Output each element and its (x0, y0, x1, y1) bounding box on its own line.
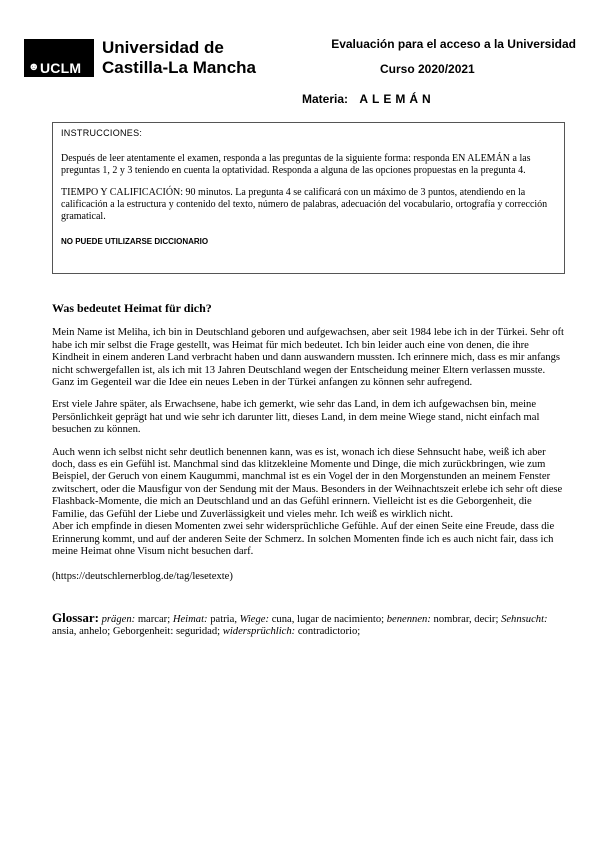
glossary-meaning: patria, (210, 613, 237, 625)
glossary-term: Geborgenheit: (112, 626, 174, 638)
instructions-box (52, 122, 565, 274)
glossary-term: Heimat: (172, 613, 208, 625)
university-name-line1: Universidad de (102, 38, 224, 57)
article-paragraph-3: Auch wenn ich selbst nicht sehr deutlich benennen kann, was es ist, wonach ich diese Sehnsucht habe, weiß ich aber doch, dass es ein Gefühl ist. Manchmal sind das klitzekleine Momente und Dinge, die mich zurückbringen, wie zum Beispiel, der Geruch von einem Kaugummi, manchmal ist es ein Vogel der in den Morgenstunden an meinem Fenster zwitschert, oder die Mausfigur von der Sendung mit der Maus. Besonders in der Weihnachtszeit erlebe ich sehr oft diese Flashback-Momente, die mich an Deutschland und an das Gefühl erinnern. Vielleicht ist es die Geborgenheit, die Familie, das Gefühl der Liebe und Zuverlässigkeit und vieles mehr. Ich weiß es wirklich nicht. (52, 446, 563, 520)
glossary-meaning: marcar; (137, 613, 171, 625)
article-paragraph-2: Erst viele Jahre später, als Erwachsene, habe ich gemerkt, wie sehr das Land, in dem ich aufgewachsen bin, meine Persönlichkeit geprägt hat und wie sehr ich darunter litt, dieses Land, in dem meine Wiege stand, nicht einfach mal besuchen zu können. (52, 399, 540, 436)
logo-text: UCLM (40, 60, 82, 76)
glossary (52, 609, 565, 639)
glossary-meaning: cuna, lugar de nacimiento; (271, 613, 385, 625)
glossary-term: Sehnsucht: (501, 613, 548, 625)
glossary-meaning: nombrar, decir; (433, 613, 499, 625)
glossary-term: Wiege: (239, 613, 270, 625)
article-source: (https://deutschlernerblog.de/tag/lesetexte) (52, 571, 233, 583)
subject-value: ALEMÁN (359, 92, 435, 106)
article-title: Was bedeutet Heimat für dich? (52, 301, 212, 315)
glossary-term: benennen: (386, 613, 431, 625)
glossary-term: widersprüchlich: (222, 626, 296, 638)
article (52, 302, 565, 639)
instructions-paragraph-2: TIEMPO Y CALIFICACIÓN: 90 minutos. La pregunta 4 se calificará con un máximo de 3 puntos, atendiendo en la calificación a la estructura y contenido del texto, número de palabras, adecuación del vocabulario, ortografía y corrección gramatical. (61, 187, 548, 222)
glossary-meaning: seguridad; (175, 626, 221, 638)
article-paragraph-4: Aber ich empfinde in diesen Momenten zwei sehr widersprüchliche Gefühle. Auf der einen Seite eine Freude, dass die Erinnerung kommt, und auf der anderen Seite der Schmerz. In solchen Momenten finde ich es auch nicht fair, dass ich meine Heimat ohne Visum nicht besuchen darf. (52, 521, 555, 557)
article-paragraph-1: Mein Name ist Meliha, ich bin in Deutschland geboren und aufgewachsen, aber seit 1984 lebe ich in der Türkei. Sehr oft habe ich mir selbst die Frage gestellt, was Heimat für mich bedeutet. Ich bin leider auch eine von denen, die ihre Kindheit in einem anderen Land verbracht haben und dann auswandern mussten. Ich erinnere mich, dass es mir anfangs nicht schwergefallen ist, als ich mit 13 Jahren Deutschland wegen der Entscheidung meiner Eltern verlassen musste. Ganz im Gegenteil war die Idee ein neues Leben in der Türkei anfangen zu können sehr aufregend. (52, 327, 564, 389)
glossary-term: prägen: (101, 613, 136, 625)
university-name (102, 38, 256, 78)
logo-mark-icon: ☻ (28, 61, 40, 73)
glossary-label: Glossar: (52, 609, 99, 625)
uclm-logo (24, 39, 94, 77)
glossary-meaning: ansia, anhelo; (52, 626, 111, 638)
subject-label: Materia: (302, 92, 349, 106)
instructions-paragraph-1: Después de leer atentamente el examen, responda a las preguntas de la siguiente forma: responda EN ALEMÁN a las preguntas 1, 2 y 3 teniendo en cuenta la optatividad. Responda a alguna de las opciones propuestas en la pregunta 4. (61, 153, 531, 176)
subject-line (302, 92, 435, 106)
instructions-heading: INSTRUCCIONES: (61, 128, 143, 138)
glossary-meaning: contradictorio; (297, 626, 361, 638)
university-name-line2: Castilla-La Mancha (102, 58, 256, 77)
dictionary-warning: NO PUEDE UTILIZARSE DICCIONARIO (61, 237, 209, 246)
exam-title: Evaluación para el acceso a la Universidad (331, 37, 576, 51)
exam-year: Curso 2020/2021 (380, 62, 475, 76)
